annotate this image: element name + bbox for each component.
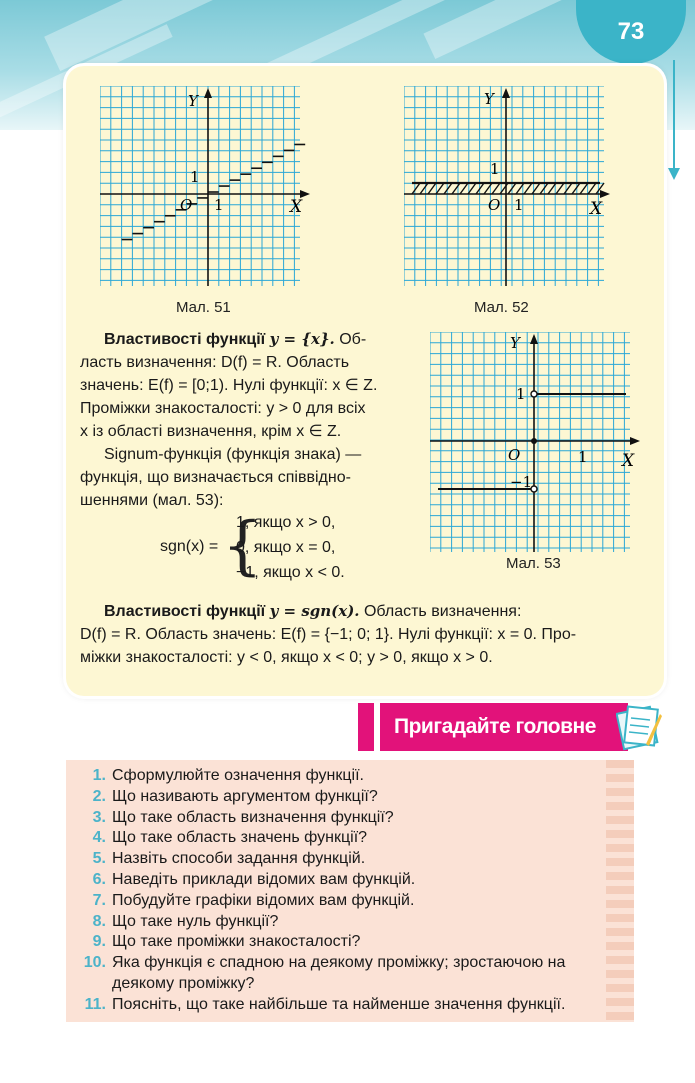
tick-label-y-1: 1: [516, 385, 526, 403]
side-arrow-line: [673, 60, 675, 170]
axis-label-x: X: [290, 197, 303, 217]
origin-label: O: [488, 196, 501, 214]
closed-point: [531, 438, 537, 444]
text: Область визначення:: [359, 603, 522, 620]
tick-label-x-1: 1: [214, 196, 224, 214]
tick-label-x-1: 1: [514, 196, 524, 214]
text-line: D(f) = R. Область значень: E(f) = {−1; 0; 1}. Нулі функції: x = 0. Про-: [80, 626, 577, 643]
section-banner: Пригадайте головне: [380, 703, 628, 751]
question-number: 5.: [92, 850, 106, 868]
question-item: [70, 849, 610, 870]
tick-label-y-1: 1: [490, 160, 500, 178]
axis-label-y: Y: [484, 90, 494, 108]
question-text: Сформулюйте означення функції.: [112, 767, 364, 784]
question-text: Побудуйте графіки відомих вам функцій.: [112, 891, 415, 909]
question-item: [70, 891, 610, 912]
figure-51-caption: Мал. 51: [176, 299, 231, 316]
formula-case-2: 0, якщо x = 0,: [236, 539, 336, 556]
question-item: [70, 932, 610, 953]
text-line: значень: E(f) = [0;1). Нулі функції: x ∈ Z.: [80, 377, 378, 394]
questions-list: [70, 766, 610, 1016]
heading: Властивості функції: [104, 331, 266, 348]
question-text: Назвіть способи задання функцій.: [112, 850, 366, 868]
tick-label-x-1: 1: [578, 448, 588, 466]
question-text: Наведіть приклади відомих вам функцій.: [112, 870, 416, 888]
questions-panel-edge: [606, 760, 634, 1022]
y-arrow-icon: [204, 88, 212, 98]
y-arrow-icon: [502, 88, 510, 98]
figure-53: [430, 332, 644, 552]
question-number: 2.: [92, 787, 106, 805]
text-line: Проміжки знакосталості: y > 0 для всіх: [80, 400, 366, 417]
figure-51: [100, 86, 314, 286]
step-graph: [122, 144, 306, 239]
page-number: 73: [576, 0, 686, 64]
question-item: [70, 953, 610, 995]
figure-53-caption: Мал. 53: [506, 555, 561, 572]
question-number: 3.: [92, 808, 106, 826]
question-number: 11.: [84, 995, 106, 1013]
fractional-properties: [80, 328, 422, 512]
heading: Властивості функції: [104, 603, 266, 620]
question-text: Що таке область визначення функції?: [112, 808, 394, 826]
formula: y = {x}.: [269, 330, 335, 348]
axis-label-x: X: [590, 199, 603, 219]
question-item: [70, 808, 610, 829]
question-text: Що таке проміжки знакосталості?: [112, 933, 361, 951]
text-line: ласть визначення: D(f) = R. Область: [80, 354, 350, 371]
question-text: Що таке область значень функції?: [112, 829, 368, 847]
origin-label: O: [180, 196, 193, 214]
question-number: 9.: [92, 933, 106, 951]
question-item: [70, 995, 610, 1016]
question-item: [70, 828, 610, 849]
notebook-icon: [616, 700, 662, 752]
question-text: Що називають аргументом функції?: [112, 787, 378, 805]
grid: [100, 86, 300, 286]
open-point: [531, 391, 537, 397]
hatching: [412, 183, 604, 194]
brace-icon: {: [222, 509, 263, 583]
origin-label: O: [508, 446, 521, 464]
figure-52-caption: Мал. 52: [474, 299, 529, 316]
tick-label-y-minus-1: −1: [510, 473, 533, 491]
question-item: [70, 870, 610, 891]
figure-52: [404, 86, 618, 286]
text-line: міжки знакосталості: y < 0, якщо x < 0; y > 0, якщо x > 0.: [80, 649, 493, 666]
formula-case-1: 1, якщо x > 0,: [236, 514, 336, 531]
x-arrow-icon: [630, 437, 640, 445]
question-number: 1.: [92, 767, 106, 784]
text-line: Signum-функція (функція знака) —: [104, 446, 362, 463]
question-item: [70, 912, 610, 933]
tick-label-y-1: 1: [190, 168, 200, 186]
axis-label-y: Y: [510, 334, 520, 352]
formula-case-3: −1, якщо x < 0.: [236, 564, 345, 581]
question-number: 7.: [92, 891, 106, 909]
question-text: Поясніть, що таке найбільше та найменше значення функції.: [112, 995, 566, 1013]
text-line: шеннями (мал. 53):: [80, 492, 224, 509]
grid: [430, 332, 630, 552]
question-number: 8.: [92, 912, 106, 930]
question-text: Що таке нуль функції?: [112, 912, 279, 930]
question-text: Яка функція є спадною на деякому проміжку; зростаючою на деякому проміжку?: [112, 954, 566, 992]
x-arrow-icon: [600, 190, 610, 198]
down-arrow-icon: [668, 168, 680, 180]
axis-label-y: Y: [188, 92, 198, 110]
banner-accent: [358, 703, 374, 751]
formula-lhs: sgn(x) =: [160, 538, 219, 555]
question-number: 4.: [92, 829, 106, 847]
sgn-formula: [160, 508, 380, 588]
text-line: функція, що визначається співвідно-: [80, 469, 351, 486]
y-arrow-icon: [530, 334, 538, 344]
sgn-properties: [80, 600, 636, 669]
question-number: 10.: [83, 954, 106, 972]
axis-label-x: X: [622, 451, 635, 471]
text: Об-: [334, 331, 367, 348]
formula: y = sgn(x).: [269, 602, 360, 620]
text-line: x із області визначення, крім x ∈ Z.: [80, 423, 342, 440]
question-item: [70, 787, 610, 808]
question-number: 6.: [92, 870, 106, 888]
question-item: [70, 766, 610, 787]
